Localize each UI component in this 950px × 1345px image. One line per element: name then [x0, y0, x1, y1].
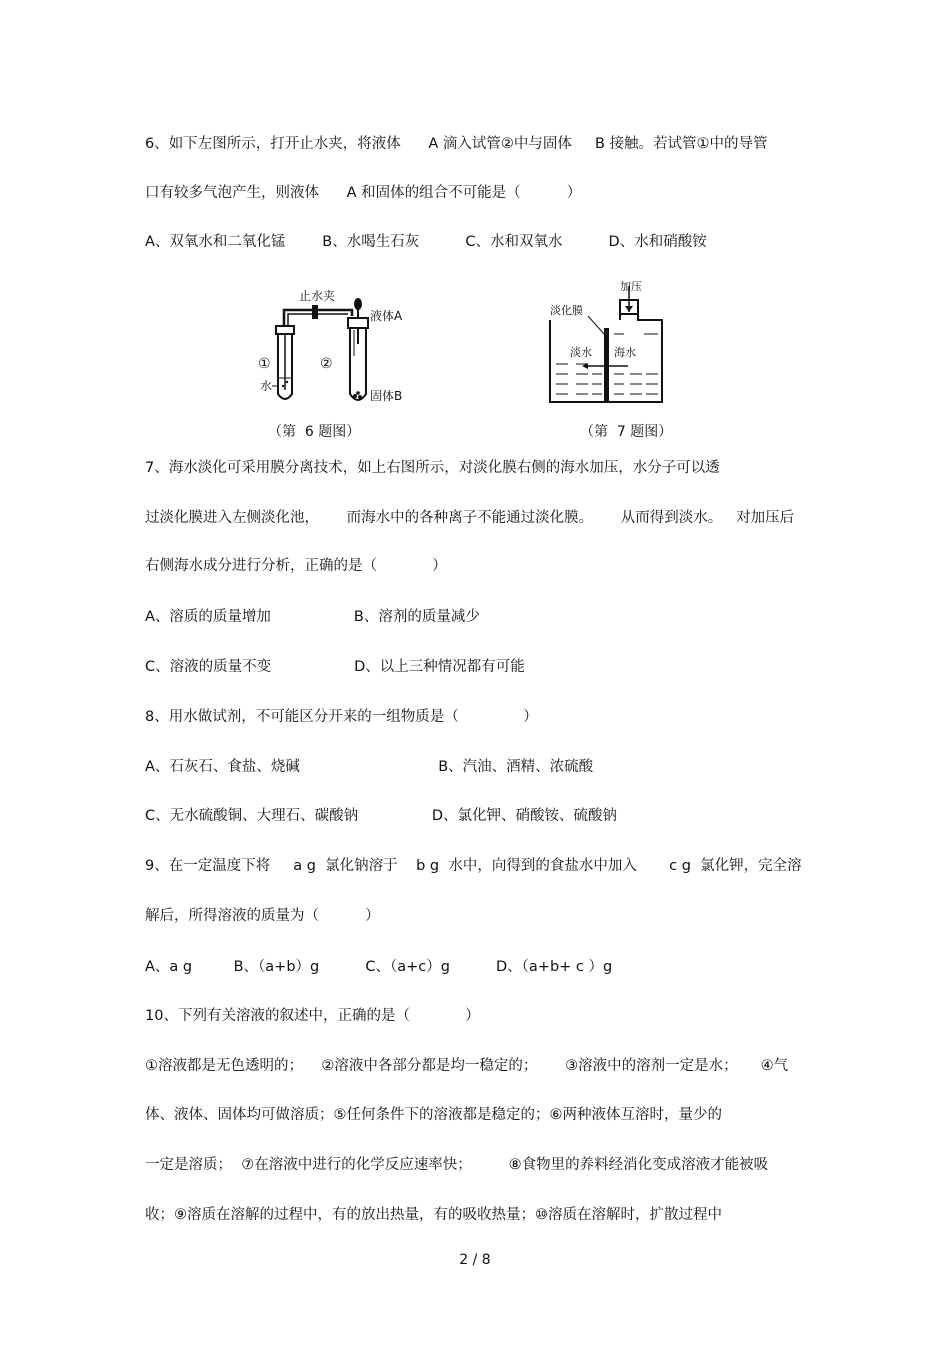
- q8-options-cd: C、无水硫酸铜、大理石、碳酸钠 D、氯化钾、硝酸铵、硫酸钠: [145, 808, 618, 824]
- q7-line1: 7、海水淡化可采用膜分离技术，如上右图所示，对淡化膜右侧的海水加压，水分子可以透: [145, 460, 720, 476]
- figure-7-desalination: [548, 278, 678, 406]
- pressure-label: 加压: [620, 280, 642, 293]
- q7-options-ab: A、溶质的质量增加 B、溶剂的质量减少: [145, 609, 480, 625]
- q8-options-ab: A、石灰石、食盐、烧碱 B、汽油、酒精、浓硫酸: [145, 759, 594, 775]
- q9-line1: 9、在一定温度下将 a g 氯化钠溶于 b g 水中，向得到的食盐水中加入 c g 氯化钾，完全溶: [145, 858, 802, 874]
- sea-water-label: 海水: [614, 346, 636, 359]
- figure-6-apparatus: [252, 286, 412, 408]
- fresh-water-label: 淡水: [570, 346, 592, 359]
- q10-line1: 10、下列有关溶液的叙述中，正确的是（ ）: [145, 1008, 480, 1024]
- membrane-label: 淡化膜: [550, 304, 583, 317]
- liquid-a-label: 液体A: [370, 309, 403, 323]
- q7-options-cd: C、溶液的质量不变 D、以上三种情况都有可能: [145, 659, 525, 675]
- q6-line2: 口有较多气泡产生，则液体 A 和固体的组合不可能是（ ）: [145, 185, 582, 201]
- clamp-label: 止水夹: [299, 289, 336, 303]
- q6-options: A、双氧水和二氧化锰 B、水喝生石灰 C、水和双氧水 D、水和硝酸铵: [145, 234, 707, 250]
- q7-line2: 过淡化膜进入左侧淡化池， 而海水中的各种离子不能通过淡化膜。 从而得到淡水。 对加压后: [145, 510, 795, 526]
- q9-options: A、a g B、（a+b）g C、（a+c）g D、（a+b+ c ）g: [145, 959, 613, 975]
- q10-line3: 体、液体、固体均可做溶质；⑤任何条件下的溶液都是稳定的；⑥两种液体互溶时，量少的: [145, 1107, 722, 1123]
- tube1-label: ①: [258, 356, 271, 372]
- page-number: 2 / 8: [459, 1252, 491, 1268]
- figure-7-caption: （第 7 题图）: [580, 424, 673, 440]
- tube2-label: ②: [320, 356, 333, 372]
- solid-b-label: 固体B: [370, 389, 403, 403]
- q6-line1: 6、如下左图所示，打开止水夹，将液体 A 滴入试管②中与固体 B 接触。若试管①中的导管: [145, 136, 768, 152]
- q10-line5: 收；⑨溶质在溶解的过程中，有的放出热量，有的吸收热量；⑩溶质在溶解时，扩散过程中: [145, 1207, 722, 1223]
- q10-line2: ①溶液都是无色透明的； ②溶液中各部分都是均一稳定的； ③溶液中的溶剂一定是水； ④气: [145, 1058, 789, 1074]
- q7-line3: 右侧海水成分进行分析，正确的是（ ）: [145, 558, 447, 574]
- q10-line4: 一定是溶质； ⑦在溶液中进行的化学反应速率快； ⑧食物里的养料经消化变成溶液才能被吸: [145, 1157, 769, 1173]
- membrane: [604, 328, 609, 402]
- clamp-icon: [312, 305, 318, 319]
- q8-line1: 8、用水做试剂，不可能区分开来的一组物质是（ ）: [145, 709, 538, 725]
- figure-6-caption: （第 6 题图）: [268, 424, 361, 440]
- water-label: 水: [260, 379, 273, 393]
- q9-line2: 解后，所得溶液的质量为（ ）: [145, 908, 380, 924]
